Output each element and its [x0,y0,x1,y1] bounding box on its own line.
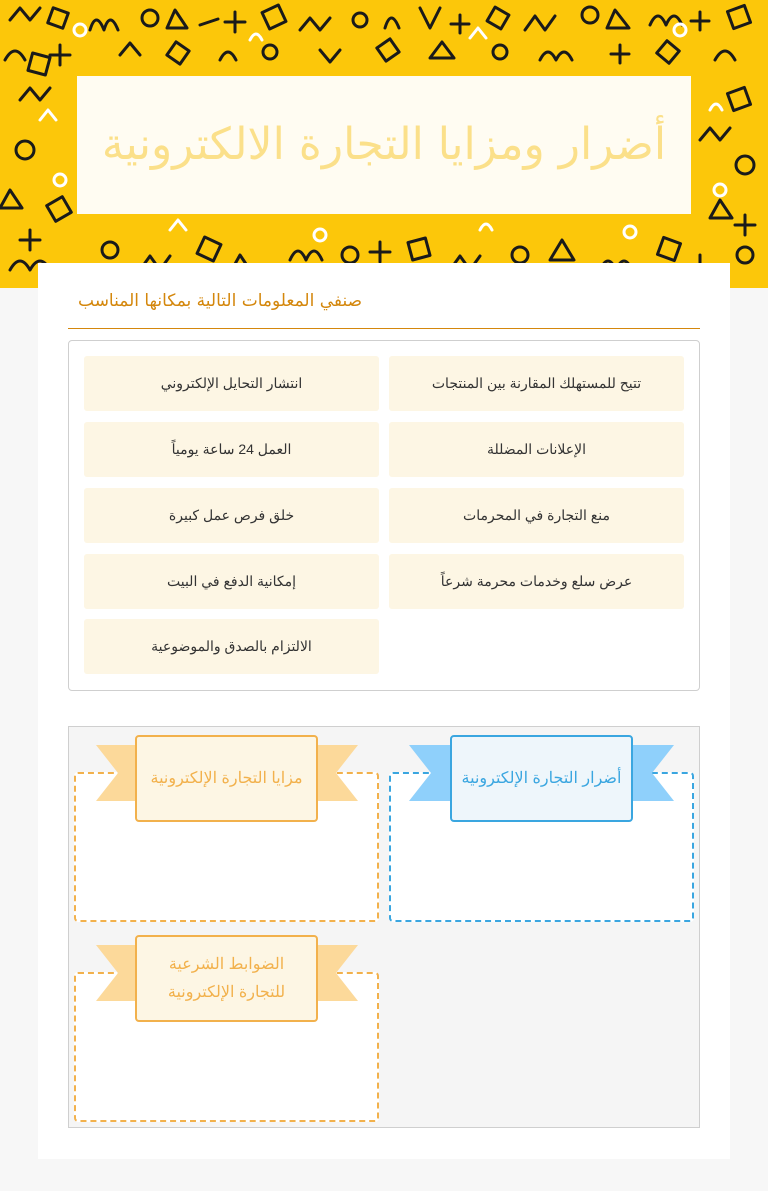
draggable-item[interactable]: عرض سلع وخدمات محرمة شرعاً [389,554,684,609]
instruction-divider [68,328,700,329]
category-label-damages: أضرار التجارة الإلكترونية [450,735,633,822]
draggable-item[interactable]: إمكانية الدفع في البيت [84,554,379,609]
category-label-advantages: مزايا التجارة الإلكترونية [135,735,318,822]
draggable-item[interactable]: تتيح للمستهلك المقارنة بين المنتجات [389,356,684,411]
draggable-item[interactable]: العمل 24 ساعة يومياً [84,422,379,477]
title-card [77,76,691,214]
draggable-item[interactable]: الالتزام بالصدق والموضوعية [84,619,379,674]
page-title: أضرار ومزايا التجارة الالكترونية [101,119,667,170]
category-label-sharia-rules: الضوابط الشرعية للتجارة الإلكترونية [135,935,318,1022]
draggable-item[interactable]: خلق فرص عمل كبيرة [84,488,379,543]
draggable-item[interactable]: انتشار التحايل الإلكتروني [84,356,379,411]
items-bank [68,340,700,691]
draggable-item[interactable]: الإعلانات المضللة [389,422,684,477]
instruction-text: صنفي المعلومات التالية بمكانها المناسب [78,291,363,311]
draggable-item[interactable]: منع التجارة في المحرمات [389,488,684,543]
drop-area [68,726,700,1128]
